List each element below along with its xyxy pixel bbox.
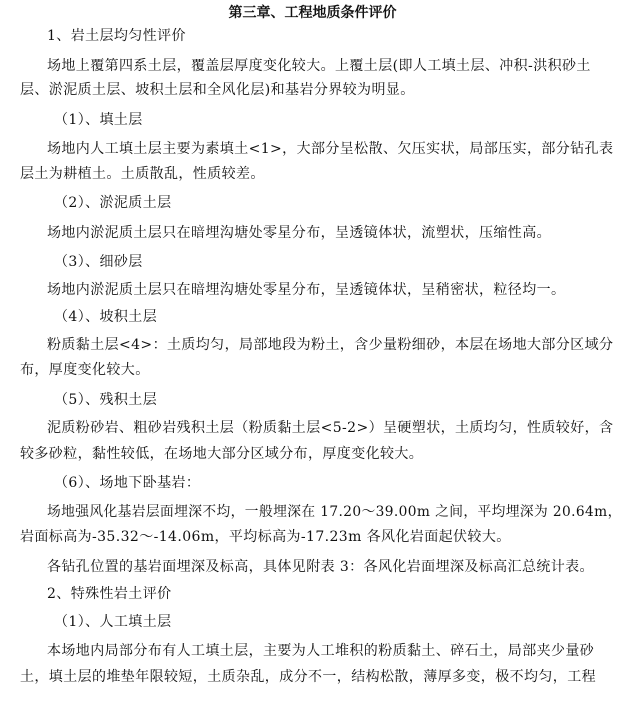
chapter-title: 第三章、工程地质条件评价 [228,5,397,21]
paragraph-line: 层土为耕植土。土质散乱，性质较差。 [20,166,265,182]
paragraph-line: 较多砂粒，黏性较低，在场地大部分区域分布，厚度变化较大。 [20,446,424,462]
paragraph-line: 场地内淤泥质土层只在暗埋沟塘处零星分布，呈透镜体状，流塑状，压缩性高。 [47,225,551,241]
subsection-heading: （6）、场地下卧基岩： [54,475,201,491]
paragraph-line: 场地上覆第四系土层，覆盖层厚度变化较大。上覆土层(即人工填土层、冲积-洪积砂土 [47,58,591,74]
section-heading: 1、岩土层均匀性评价 [47,28,186,44]
subsection-heading: （3）、细砂层 [54,254,143,270]
paragraph-line: 岩面标高为-35.32～-14.06m，平均标高为-17.23m 各风化岩面起伏较大。 [20,529,511,545]
paragraph-line: 本场地内局部分布有人工填土层，主要为人工堆积的粉质黏土、碎石土，局部夹少量砂 [47,643,595,659]
paragraph-line: 泥质粉砂岩、粗砂岩残积土层（粉质黏土层<5-2>）呈硬塑状，土质均匀，性质较好，含 [47,420,614,436]
paragraph-line: 粉质黏土层<4>：土质均匀，局部地段为粉土，含少量粉细砂，本层在场地大部分区域分 [47,337,614,353]
paragraph-line: 布，厚度变化较大。 [20,362,150,378]
subsection-heading: （1）、填土层 [54,112,143,128]
subsection-heading: （1）、人工填土层 [54,614,172,630]
subsection-heading: （2）、淤泥质土层 [54,195,172,211]
paragraph-line: 层、淤泥质土层、坡积土层和全风化层)和基岩分界较为明显。 [20,82,415,98]
paragraph-line: 场地内淤泥质土层只在暗埋沟塘处零星分布，呈透镜体状，呈稍密状，粒径均一。 [47,282,566,298]
section-heading: 2、特殊性岩土评价 [47,586,172,602]
paragraph-line: 场地强风化基岩层面埋深不均，一般埋深在 17.20～39.00m 之间，平均埋深为 20.64m， [47,504,622,520]
paragraph-line: 场地内人工填土层主要为素填土<1>，大部分呈松散、欠压实状，局部压实，部分钻孔表 [47,141,614,157]
paragraph-line: 土，填土层的堆垫年限较短，土质杂乱，成分不一，结构松散，薄厚多变，极不均匀，工程 [20,669,596,685]
subsection-heading: （4）、坡积土层 [54,309,158,325]
subsection-heading: （5）、残积土层 [54,392,158,408]
paragraph-line: 各钻孔位置的基岩面埋深及标高，具体见附表 3：各风化岩面埋深及标高汇总统计表。 [47,559,594,575]
